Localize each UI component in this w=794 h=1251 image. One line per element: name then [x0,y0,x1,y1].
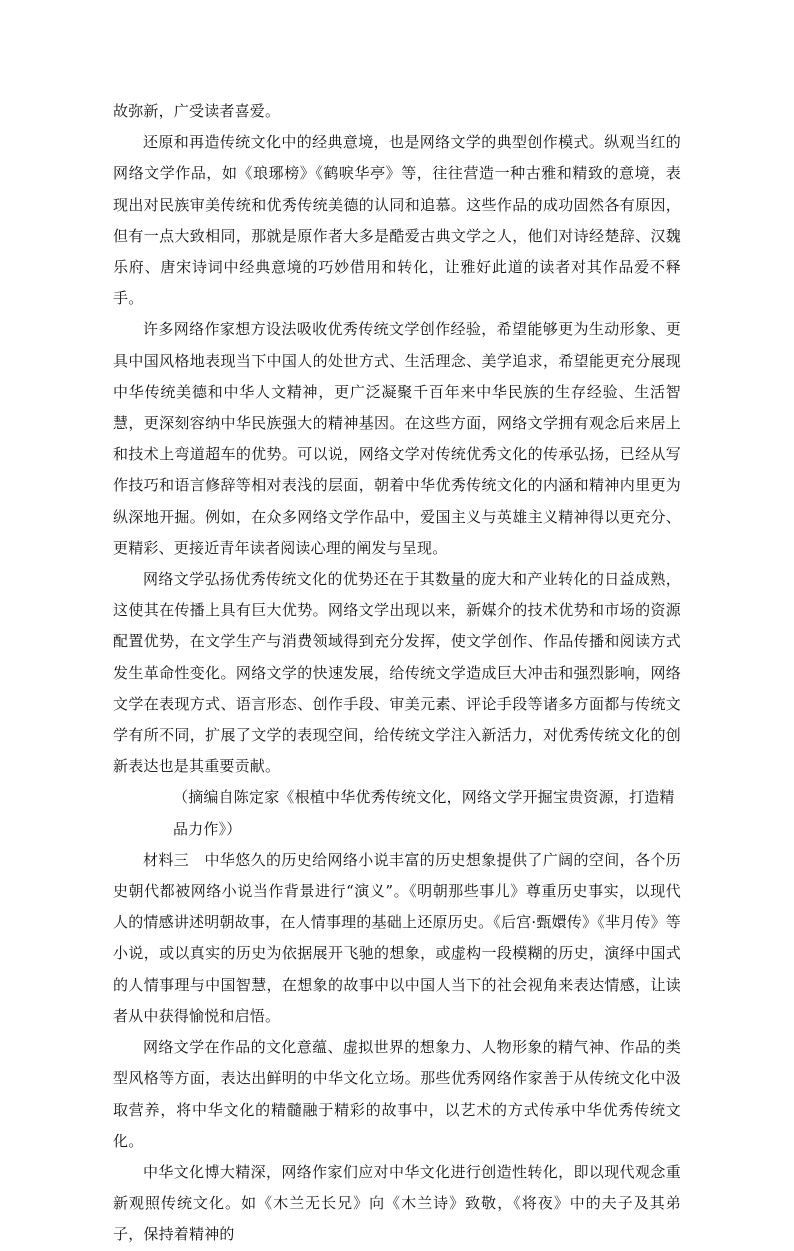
paragraph-cultural-stance: 网络文学在作品的文化意蕴、虚拟世界的想象力、人物形象的精气神、作品的类型风格等方面，表达出鲜明的中华文化立场。那些优秀网络作家善于从传统文化中汲取营养，将中华文化的精髓融于精彩的故事中，以艺术的方式传承中华优秀传统文化。 [113,1038,681,1150]
document-page [113,96,681,1251]
paragraph-writers-absorb-tradition: 许多网络作家想方设法吸收优秀传统文学创作经验，希望能够更为生动形象、更具中国风格地表现当下中国人的处世方式、生活理念、美学追求，希望能更充分展现中华传统美德和中华人文精神，更广泛凝聚千百年来中华民族的生存经验、生活智慧，更深刻容纳中华民族强大的精神基因。在这些方面，网络文学拥有观念后来居上和技术上弯道超车的优势。可以说，网络文学对传统优秀文化的传承弘扬，已经从写作技巧和语言修辞等相对表浅的层面，朝着中华优秀传统文化的内涵和精神内里更为纵深地开掘。例如，在众多网络文学作品中，爱国主义与英雄主义精神得以更充分、更精彩、更接近青年读者阅读心理的阐发与呈现。 [113,320,681,557]
paragraph-classic-imagery: 还原和再造传统文化中的经典意境，也是网络文学的典型创作模式。纵观当红的网络文学作品，如《琅琊榜》《鹤唳华亭》等，往往营造一种古雅和精致的意境，表现出对民族审美传统和优秀传统美德的认同和追慕。这些作品的成功固然各有原因，但有一点大致相同，那就是原作者大多是酷爱古典文学之人，他们对诗经楚辞、汉魏乐府、唐宋诗词中经典意境的巧妙借用和转化，让雅好此道的读者对其作品爱不释手。 [113,133,681,308]
paragraph-dissemination-advantage: 网络文学弘扬优秀传统文化的优势还在于其数量的庞大和产业转化的日益成熟，这使其在传播上具有巨大优势。网络文学出现以来，新媒介的技术优势和市场的资源配置优势，在文学生产与消费领域得到充分发挥，使文学创作、作品传播和阅读方式发生革命性变化。网络文学的快速发展，给传统文学造成巨大冲击和强烈影响，网络文学在表现方式、语言形态、创作手段、审美元素、评论手段等诸多方面都与传统文学有所不同，扩展了文学的表现空间，给传统文学注入新活力，对优秀传统文化的创新表达也是其重要贡献。 [113,570,681,776]
paragraph-material-three: 材料三 中华悠久的历史给网络小说丰富的历史想象提供了广阔的空间，各个历史朝代都被网络小说当作背景进行“演义”。《明朝那些事儿》尊重历史事实，以现代人的情感讲述明朝故事，在人情事理的基础上还原历史。《后宫·甄嬛传》《芈月传》等小说，或以真实的历史为依据展开飞驰的想象，或虚构一段模糊的历史，演绎中国式的人情事理与中国智慧，在想象的故事中以中国人当下的社会视角来表达情感，让读者从中获得愉悦和启悟。 [113,850,681,1025]
paragraph-creative-transformation: 中华文化博大精深，网络作家们应对中华文化进行创造性转化，即以现代观念重新观照传统文化。如《木兰无长兄》向《木兰诗》致敬，《将夜》中的夫子及其弟子，保持着精神的 [113,1162,681,1244]
source-citation: （摘编自陈定家《根植中华优秀传统文化，网络文学开掘宝贵资源，打造精品力作》） [173,788,675,838]
paragraph-continuation: 故弥新，广受读者喜爱。 [113,102,281,120]
